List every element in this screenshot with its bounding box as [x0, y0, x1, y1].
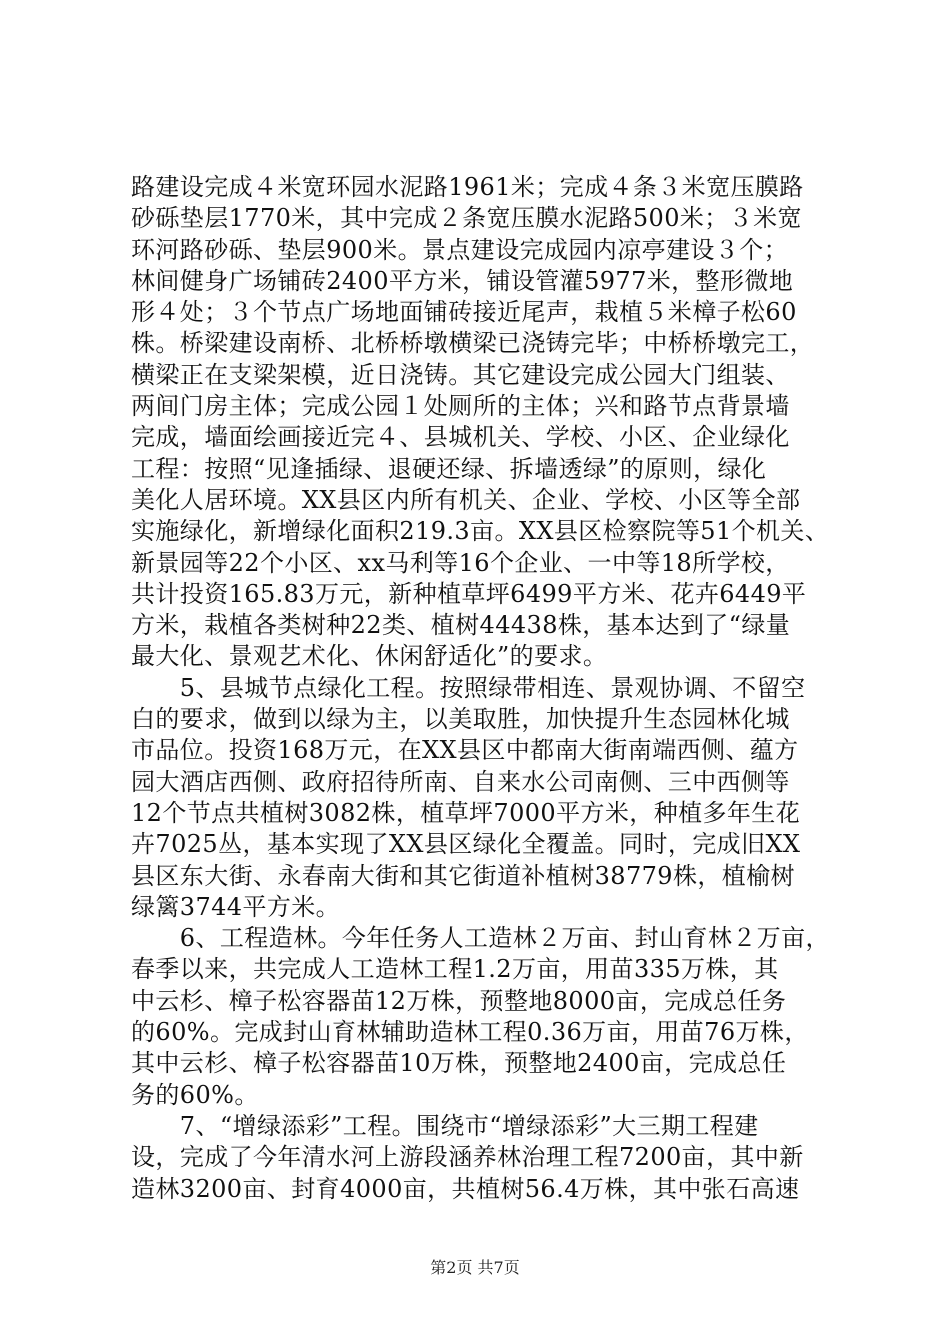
text-line: 环河路砂砾、垫层900米。景点建设完成园内凉亭建设３个；	[131, 235, 789, 264]
text-line: 市品位。投资168万元，在XX县区中都南大街南端西侧、蕴方	[131, 736, 799, 765]
text-line: 最大化、景观艺术化、休闲舒适化”的要求。	[131, 642, 608, 671]
text-line: 设，完成了今年清水河上游段涵养林治理工程7200亩，其中新	[131, 1143, 804, 1172]
text-line: 形４处；３个节点广场地面铺砖接近尾声，栽植５米樟子松60	[131, 298, 797, 327]
text-line: 砂砾垫层1770米，其中完成２条宽压膜水泥路500米；３米宽	[131, 204, 802, 233]
page-number-label: 第2页 共7页	[430, 1258, 520, 1277]
text-line: 7、“增绿添彩”工程。围绕市“增绿添彩”大三期工程建	[131, 1111, 759, 1140]
text-line: 务的60%。	[131, 1080, 259, 1109]
text-line: 白的要求，做到以绿为主，以美取胜，加快提升生态园林化城	[131, 705, 790, 734]
text-line: 两间门房主体；完成公园１处厕所的主体；兴和路节点背景墙	[131, 392, 790, 421]
text-line: 横梁正在支梁架模，近日浇铸。其它建设完成公园大门组装、	[131, 360, 790, 389]
text-line: 其中云杉、樟子松容器苗10万株，预整地2400亩，完成总任	[131, 1049, 787, 1078]
text-line: 6、工程造林。今年任务人工造林２万亩、封山育林２万亩，	[131, 924, 830, 953]
page-footer	[0, 1255, 950, 1278]
text-line: 美化人居环境。XX县区内所有机关、企业、学校、小区等全部	[131, 485, 801, 514]
text-line: 新景园等22个小区、xx马利等16个企业、一中等18所学校，	[131, 548, 790, 577]
text-line: 林间健身广场铺砖2400平方米，铺设管灌5977米，整形微地	[131, 266, 794, 295]
text-line: 的60%。完成封山育林辅助造林工程0.36万亩，用苗76万株，	[131, 1018, 809, 1047]
text-line: 中云杉、樟子松容器苗12万株，预整地8000亩，完成总任务	[131, 986, 787, 1015]
text-line: 完成，墙面绘画接近完４、县城机关、学校、小区、企业绿化	[131, 423, 790, 452]
text-line: 县区东大街、永春南大街和其它街道补植树38779株，植榆树	[131, 861, 795, 890]
text-line: 方米，栽植各类树种22类、植树44438株，基本达到了“绿量	[131, 611, 791, 640]
text-line: 12个节点共植树3082株，植草坪7000平方米，种植多年生花	[131, 798, 801, 827]
body-text	[131, 172, 831, 1205]
text-line: 株。桥梁建设南桥、北桥桥墩横梁已浇铸完毕；中桥桥墩完工，	[131, 329, 815, 358]
text-line: 5、县城节点绿化工程。按照绿带相连、景观协调、不留空	[131, 673, 806, 702]
text-line: 春季以来，共完成人工造林工程1.2万亩，用苗335万株，其	[131, 955, 779, 984]
text-line: 共计投资165.83万元，新种植草坪6499平方米、花卉6449平	[131, 579, 807, 608]
text-line: 园大酒店西侧、政府招待所南、自来水公司南侧、三中西侧等	[131, 767, 790, 796]
text-line: 绿篱3744平方米。	[131, 892, 341, 921]
document-body	[131, 172, 831, 1205]
text-line: 卉7025丛，基本实现了XX县区绿化全覆盖。同时，完成旧XX	[131, 830, 801, 859]
text-line: 路建设完成４米宽环园水泥路1961米；完成４条３米宽压膜路	[131, 173, 804, 201]
text-line: 实施绿化，新增绿化面积219.3亩。XX县区检察院等51个机关、	[131, 517, 830, 546]
text-line: 造林3200亩、封育4000亩，共植树56.4万株，其中张石高速	[131, 1174, 800, 1203]
text-line: 工程：按照“见逢插绿、退硬还绿、拆墙透绿”的原则，绿化	[131, 454, 767, 483]
